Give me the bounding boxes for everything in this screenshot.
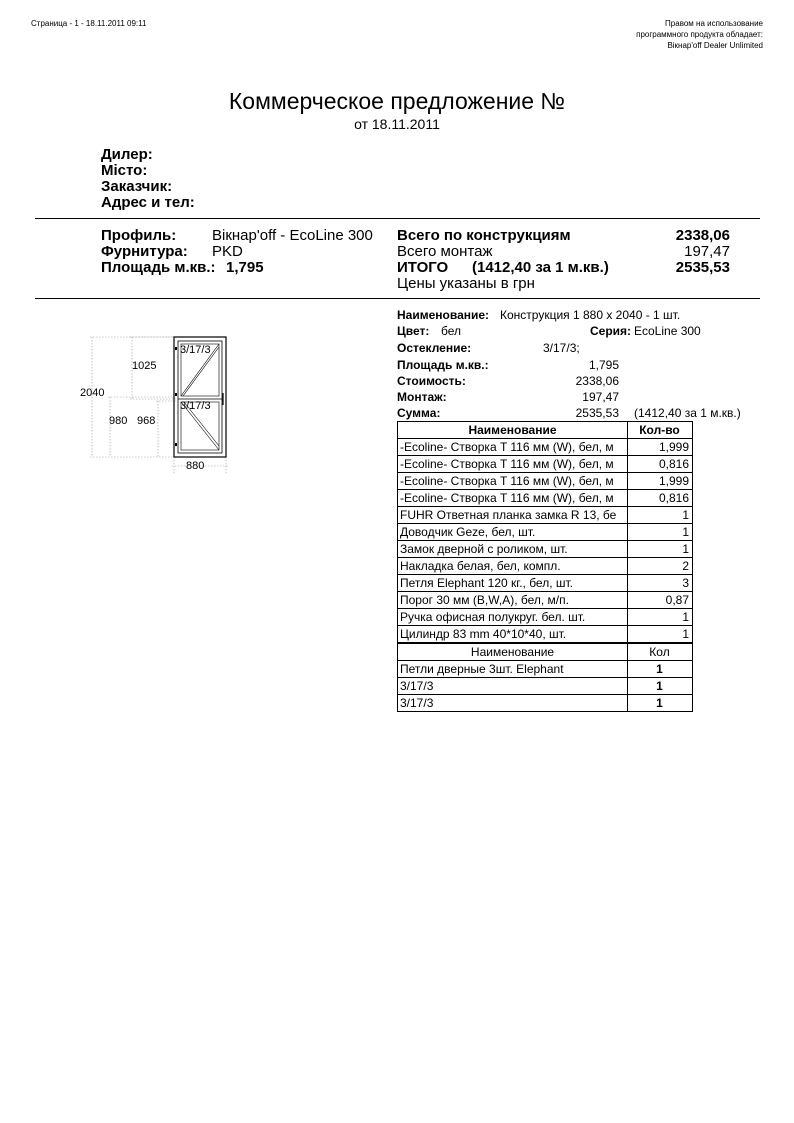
table-row — [398, 626, 693, 644]
profile-label: Профиль: — [101, 227, 177, 244]
dim-bottom-inner: 968 — [137, 415, 156, 427]
profile-value: Вікнар'off - EcoLine 300 — [212, 227, 373, 244]
table-row — [398, 473, 693, 490]
item-qty: 1,999 — [628, 439, 693, 456]
item-name: Доводчик Geze, бел, шт. — [398, 524, 628, 541]
table-row — [398, 661, 693, 678]
detail-series-value: EcoLine 300 — [634, 324, 701, 338]
table-row — [398, 507, 693, 524]
currency-note: Цены указаны в грн — [397, 275, 535, 292]
detail-install-value: 197,47 — [582, 390, 619, 404]
detail-area-value: 1,795 — [588, 358, 619, 372]
accessory-qty: 1 — [628, 661, 693, 678]
items-table-header — [398, 422, 693, 439]
table-row — [398, 541, 693, 558]
detail-sum-per-m2: (1412,40 за 1 м.кв.) — [634, 406, 741, 420]
item-name: -Ecoline- Створка T 116 мм (W), бел, м — [398, 456, 628, 473]
items-col-qty: Кол-во — [628, 422, 693, 439]
install-label: Всего монтаж — [397, 243, 493, 260]
item-name: Цилиндр 83 mm 40*10*40, шт. — [398, 626, 628, 644]
detail-color-label: Цвет: — [397, 324, 430, 338]
item-name: Накладка белая, бел, компл. — [398, 558, 628, 575]
item-qty: 0,816 — [628, 490, 693, 507]
dim-width: 880 — [186, 460, 205, 472]
table-row — [398, 695, 693, 712]
total-constructions-value: 2338,06 — [675, 227, 730, 244]
item-qty: 1 — [628, 626, 693, 644]
license-notice — [636, 18, 763, 51]
accessory-name: 3/17/3 — [398, 695, 628, 712]
item-name: -Ecoline- Створка T 116 мм (W), бел, м — [398, 473, 628, 490]
table-row — [398, 524, 693, 541]
accessories-table-header — [398, 643, 693, 661]
customer-label: Заказчик: — [101, 178, 173, 195]
detail-install-label: Монтаж: — [397, 390, 447, 404]
items-col-name: Наименование — [398, 422, 628, 439]
dim-bottom-outer: 980 — [109, 415, 128, 427]
table-row — [398, 490, 693, 507]
item-name: Замок дверной с роликом, шт. — [398, 541, 628, 558]
dealer-label: Дилер: — [101, 146, 153, 163]
item-qty: 3 — [628, 575, 693, 592]
accessory-qty: 1 — [628, 678, 693, 695]
detail-glazing-label: Остекление: — [397, 341, 472, 355]
item-qty: 1 — [628, 541, 693, 558]
grand-total-value: 2535,53 — [675, 259, 730, 276]
item-qty: 2 — [628, 558, 693, 575]
item-name: Ручка офисная полукруг. бел. шт. — [398, 609, 628, 626]
item-name: FUHR Ответная планка замка R 13, бе — [398, 507, 628, 524]
table-row — [398, 439, 693, 456]
item-name: -Ecoline- Створка T 116 мм (W), бел, м — [398, 490, 628, 507]
item-qty: 0,816 — [628, 456, 693, 473]
license-line-1: Правом на использование — [665, 19, 763, 28]
detail-series-label: Серия: — [590, 324, 632, 338]
accessory-name: Петли дверные 3шт. Elephant — [398, 661, 628, 678]
accessories-col-name: Наименование — [398, 643, 628, 661]
hardware-value: PKD — [212, 243, 243, 260]
hardware-label: Фурнитура: — [101, 243, 188, 260]
area-value: 1,795 — [226, 259, 264, 276]
detail-name-value: Конструкция 1 880 x 2040 - 1 шт. — [500, 308, 681, 322]
area-label: Площадь м.кв.: — [101, 259, 216, 276]
accessories-col-qty: Кол — [628, 643, 693, 661]
grand-total-per-m2: (1412,40 за 1 м.кв.) — [472, 259, 609, 276]
license-line-3: Вікнар'off Dealer Unlimited — [667, 41, 763, 50]
divider-top — [35, 218, 760, 219]
total-constructions-label: Всего по конструкциям — [397, 227, 571, 244]
table-row — [398, 456, 693, 473]
table-row — [398, 609, 693, 626]
detail-sum-value: 2535,53 — [575, 406, 619, 420]
address-label: Адрес и тел: — [101, 194, 195, 211]
items-table — [397, 421, 693, 712]
detail-color-value: бел — [441, 324, 462, 338]
door-drawing — [72, 325, 242, 475]
item-name: -Ecoline- Створка T 116 мм (W), бел, м — [398, 439, 628, 456]
item-name: Порог 30 мм (B,W,A), бел, м/п. — [398, 592, 628, 609]
accessory-qty: 1 — [628, 695, 693, 712]
page-number-timestamp: Страница - 1 - 18.11.2011 09:11 — [31, 19, 147, 28]
install-value: 197,47 — [684, 243, 730, 260]
item-name: Петля Elephant 120 кг., бел, шт. — [398, 575, 628, 592]
glass-label-top: 3/17/3 — [180, 344, 211, 356]
item-qty: 1,999 — [628, 473, 693, 490]
detail-glazing-value: 3/17/3; — [543, 341, 580, 355]
accessory-name: 3/17/3 — [398, 678, 628, 695]
item-qty: 1 — [628, 524, 693, 541]
city-label: Місто: — [101, 162, 148, 179]
license-line-2: программного продукта обладает: — [636, 30, 763, 39]
detail-sum-label: Сумма: — [397, 406, 441, 420]
document-title: Коммерческое предложение № — [228, 88, 566, 114]
grand-total-label: ИТОГО — [397, 259, 449, 276]
detail-area-label: Площадь м.кв.: — [397, 358, 489, 372]
table-row — [398, 592, 693, 609]
table-row — [398, 575, 693, 592]
table-row — [398, 678, 693, 695]
item-qty: 1 — [628, 609, 693, 626]
glass-label-bottom: 3/17/3 — [180, 400, 211, 412]
item-qty: 0,87 — [628, 592, 693, 609]
detail-cost-label: Стоимость: — [397, 374, 466, 388]
detail-cost-value: 2338,06 — [575, 374, 619, 388]
item-qty: 1 — [628, 507, 693, 524]
document-date: от 18.11.2011 — [354, 116, 440, 132]
dim-top-height: 1025 — [132, 360, 157, 372]
detail-name-label: Наименование: — [397, 308, 490, 322]
table-row — [398, 558, 693, 575]
divider-bottom — [35, 298, 760, 299]
dim-total-height: 2040 — [80, 387, 105, 399]
